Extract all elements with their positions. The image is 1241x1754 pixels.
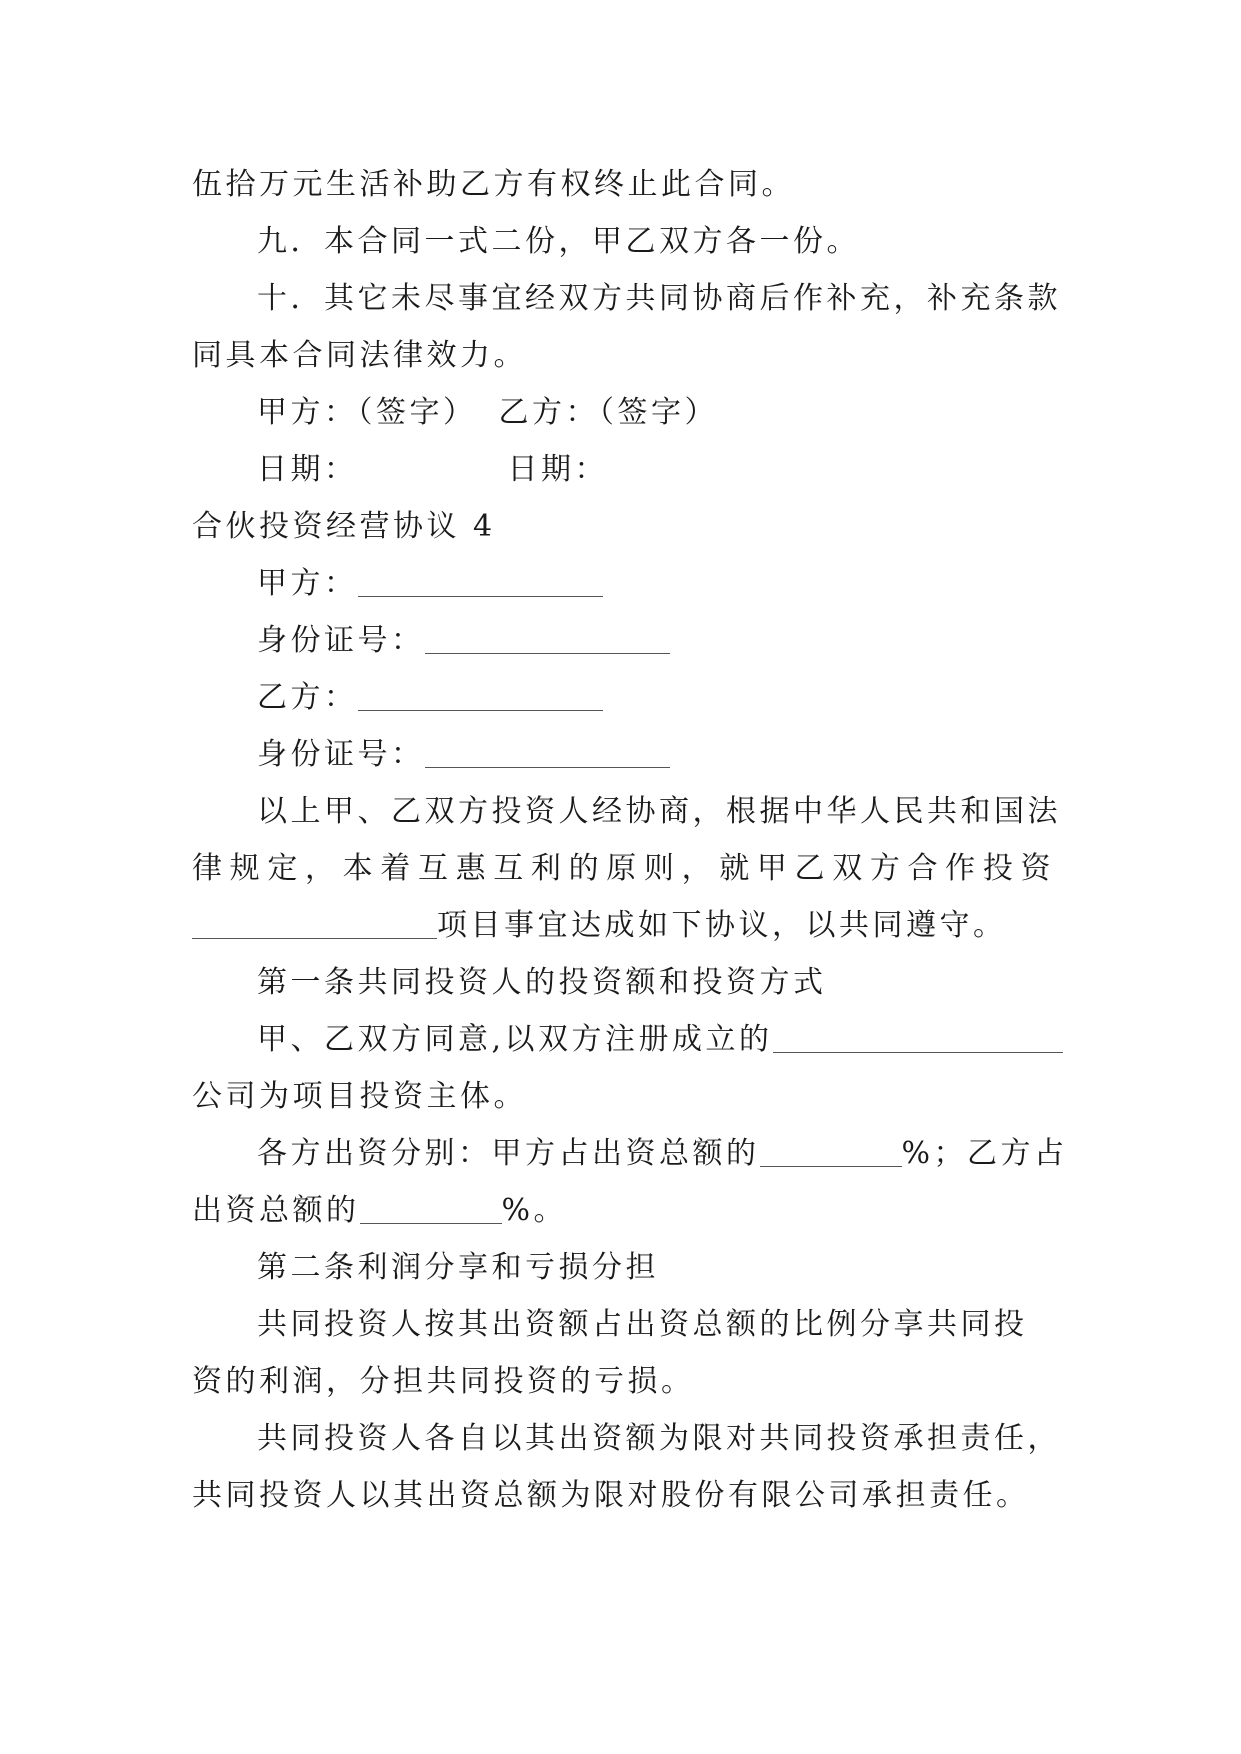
id-a-row <box>257 621 1119 661</box>
party-a-date-label: 日期： <box>257 452 358 487</box>
date-row <box>257 450 1119 490</box>
party-a-percent-blank[interactable] <box>760 1138 902 1167</box>
paragraph-line: 共同投资人以其出资总额为限对股份有限公司承担责任。 <box>192 1478 1030 1513</box>
article-one-heading: 第一条共同投资人的投资额和投资方式 <box>257 965 827 1000</box>
party-b-row <box>257 678 1119 718</box>
paragraph-line: 共同投资人各自以其出资额为限对共同投资承担责任， <box>257 1421 1061 1456</box>
id-b-blank[interactable] <box>425 739 670 768</box>
clause-ten: 十．其它未尽事宜经双方共同协商后作补充，补充条款 <box>257 281 1061 316</box>
paragraph-line <box>192 906 1054 946</box>
clause-nine: 九．本合同一式二份，甲乙双方各一份。 <box>257 224 860 259</box>
party-a-blank[interactable] <box>358 568 603 597</box>
paragraph-line: 公司为项目投资主体。 <box>192 1079 527 1114</box>
paragraph-line <box>257 1134 1119 1174</box>
id-a-label: 身份证号： <box>257 623 425 658</box>
paragraph-line: 以上甲、乙双方投资人经协商，根据中华人民共和国法 <box>257 794 1061 829</box>
party-b-label: 乙方： <box>257 680 358 715</box>
id-a-blank[interactable] <box>425 625 670 654</box>
paragraph-tail: 项目事宜达成如下协议，以共同遵守。 <box>437 908 1007 943</box>
party-a-row <box>257 564 1119 604</box>
contribution-text-c: 出资总额的 <box>192 1193 360 1228</box>
article-one-text: 甲、乙双方同意,以双方注册成立的 <box>257 1022 773 1057</box>
contribution-text-b: %；乙方占 <box>901 1136 1068 1171</box>
paragraph-line: 共同投资人按其出资额占出资总额的比例分享共同投 <box>257 1307 1028 1342</box>
id-b-row <box>257 735 1119 775</box>
paragraph-line: 律规定，本着互惠互利的原则，就甲乙双方合作投资 <box>192 851 1054 886</box>
id-b-label: 身份证号： <box>257 737 425 772</box>
text-line: 伍拾万元生活补助乙方有权终止此合同。 <box>192 167 795 202</box>
signature-row <box>257 393 1119 433</box>
paragraph-line <box>257 1020 1119 1060</box>
contribution-text: 各方出资分别：甲方占出资总额的 <box>257 1136 760 1171</box>
party-a-signature-label: 甲方：（签字） <box>257 395 477 430</box>
company-blank[interactable] <box>773 1024 1063 1053</box>
party-b-signature-label: 乙方：（签字） <box>498 395 718 430</box>
paragraph-line: 资的利润，分担共同投资的亏损。 <box>192 1364 695 1399</box>
paragraph-line <box>192 1191 1054 1231</box>
article-two-heading: 第二条利润分享和亏损分担 <box>257 1250 659 1285</box>
percent-sign: %。 <box>501 1193 568 1228</box>
section-title: 合伙投资经营协议 4 <box>192 509 496 544</box>
party-a-label: 甲方： <box>257 566 358 601</box>
party-b-blank[interactable] <box>358 682 603 711</box>
party-b-date-label: 日期： <box>507 452 608 487</box>
project-blank[interactable] <box>192 910 437 939</box>
text-line: 同具本合同法律效力。 <box>192 338 527 373</box>
party-b-percent-blank[interactable] <box>360 1195 502 1224</box>
